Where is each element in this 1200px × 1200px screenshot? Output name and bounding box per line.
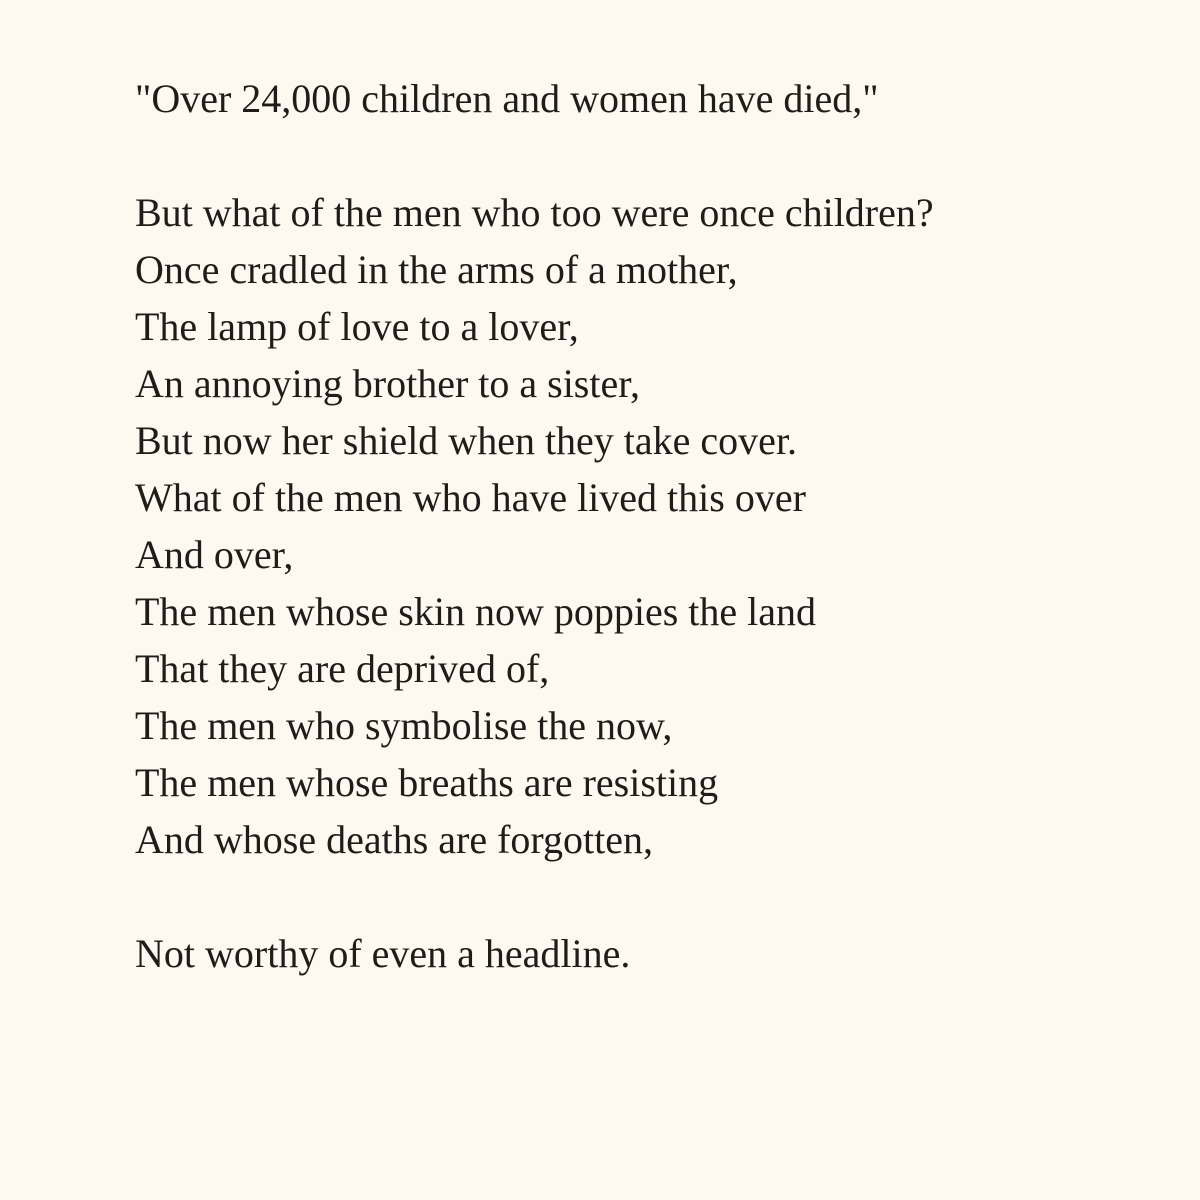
poem-line: What of the men who have lived this over (135, 475, 806, 520)
poem-line: That they are deprived of, (135, 646, 550, 691)
opening-quote-line: "Over 24,000 children and women have died," (135, 76, 879, 121)
poem-line: The lamp of love to a lover, (135, 304, 579, 349)
poem-line: But now her shield when they take cover. (135, 418, 798, 463)
poem-line: The men whose skin now poppies the land (135, 589, 816, 634)
stanza-divider (135, 127, 1165, 184)
poem-line: But what of the men who too were once children? (135, 190, 934, 235)
poem-line: Once cradled in the arms of a mother, (135, 247, 738, 292)
poem-text (135, 70, 1165, 982)
closing-line: Not worthy of even a headline. (135, 931, 631, 976)
poem-line: An annoying brother to a sister, (135, 361, 640, 406)
poem-line: The men who symbolise the now, (135, 703, 673, 748)
poem-line: And whose deaths are forgotten, (135, 817, 654, 862)
poem-line: The men whose breaths are resisting (135, 760, 719, 805)
stanza-divider (135, 868, 1165, 925)
poem-line: And over, (135, 532, 294, 577)
